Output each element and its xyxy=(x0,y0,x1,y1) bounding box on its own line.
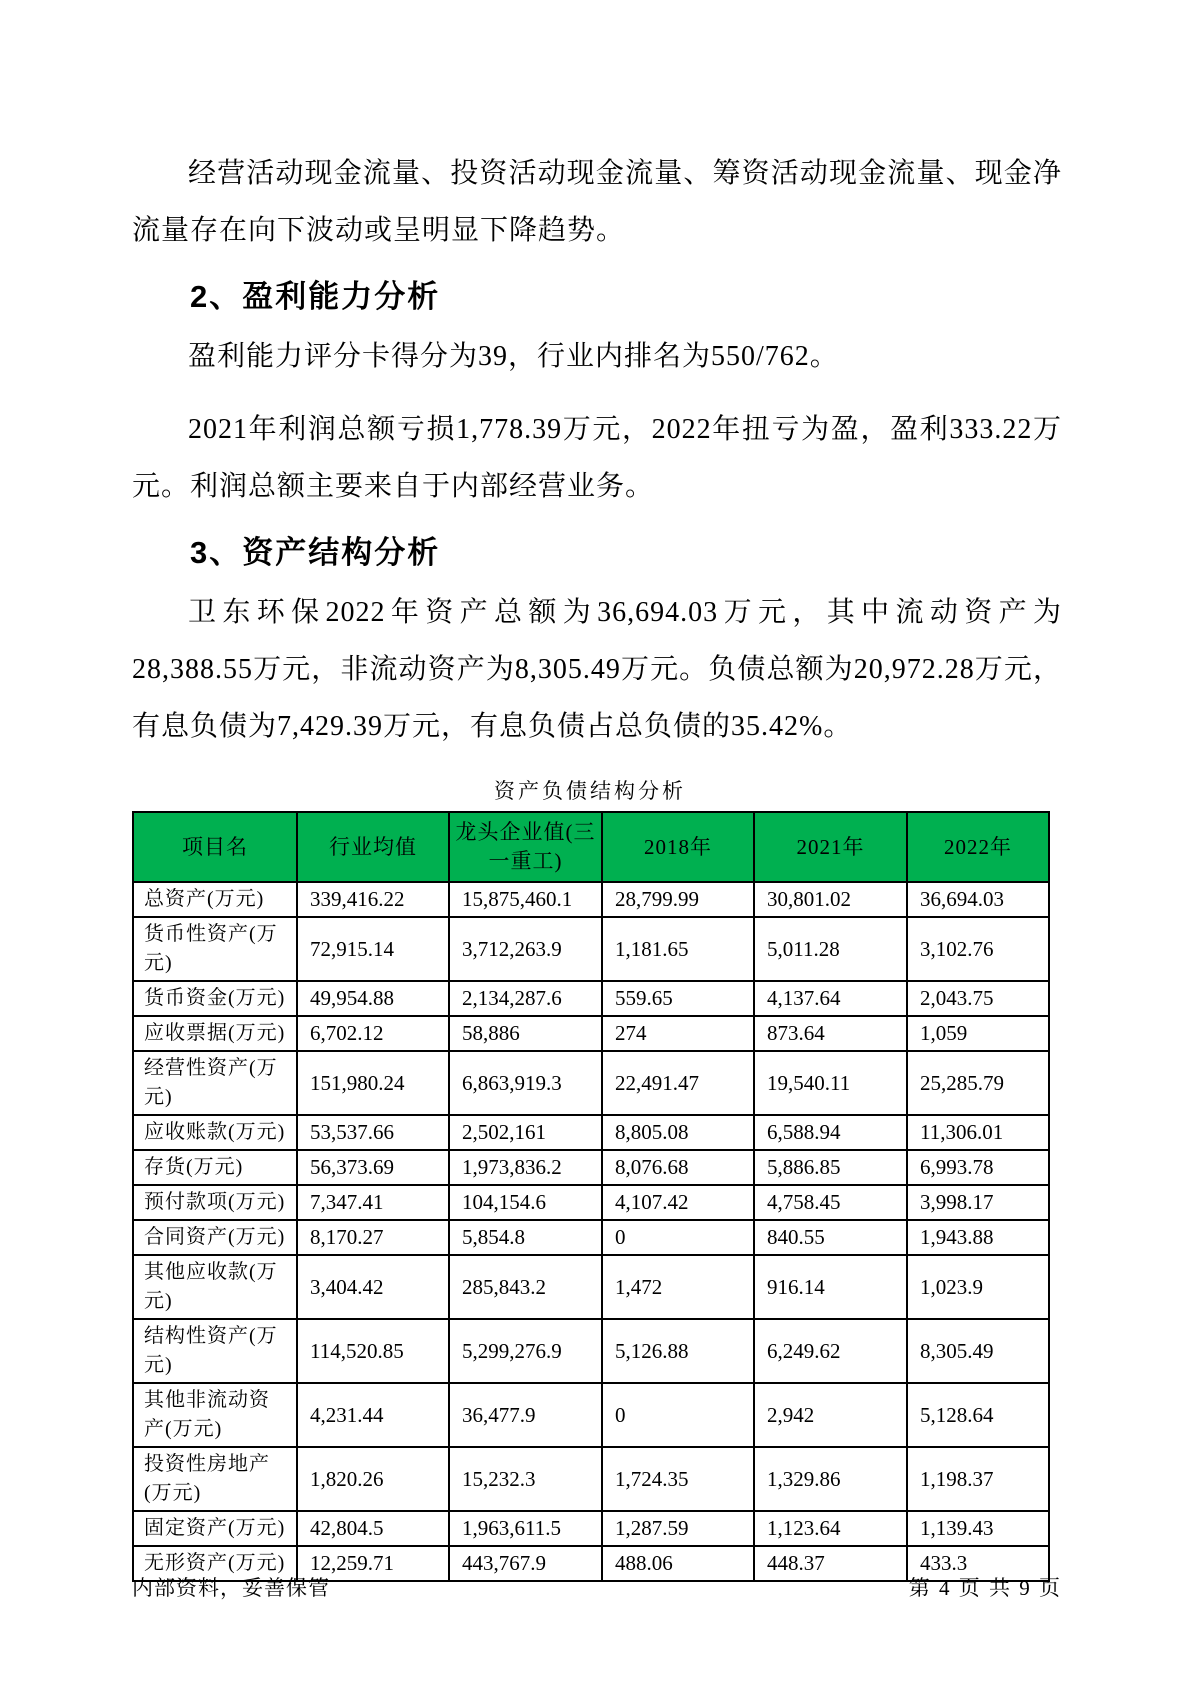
value-cell: 1,181.65 xyxy=(602,917,754,981)
value-cell: 4,758.45 xyxy=(754,1185,907,1220)
value-cell: 30,801.02 xyxy=(754,882,907,917)
value-cell: 56,373.69 xyxy=(297,1150,449,1185)
value-cell: 12,259.71 xyxy=(297,1546,449,1581)
value-cell: 2,502,161 xyxy=(449,1115,602,1150)
value-cell: 6,249.62 xyxy=(754,1319,907,1383)
value-cell: 3,712,263.9 xyxy=(449,917,602,981)
column-header: 2021年 xyxy=(754,812,907,882)
heading-asset-structure-analysis: 3、资产结构分析 xyxy=(190,535,441,570)
value-cell: 916.14 xyxy=(754,1255,907,1319)
table-row xyxy=(133,882,1049,917)
value-cell: 72,915.14 xyxy=(297,917,449,981)
row-label-cell: 存货(万元) xyxy=(133,1150,297,1185)
table-row xyxy=(133,1016,1049,1051)
value-cell: 1,139.43 xyxy=(907,1511,1049,1546)
table-row xyxy=(133,1319,1049,1383)
value-cell: 6,863,919.3 xyxy=(449,1051,602,1115)
value-cell: 8,805.08 xyxy=(602,1115,754,1150)
row-label-cell: 无形资产(万元) xyxy=(133,1546,297,1581)
value-cell: 443,767.9 xyxy=(449,1546,602,1581)
value-cell: 19,540.11 xyxy=(754,1051,907,1115)
table-row xyxy=(133,1511,1049,1546)
value-cell: 559.65 xyxy=(602,981,754,1016)
footer-confidential-note: 内部资料，妥善保管 xyxy=(132,1577,330,1600)
value-cell: 274 xyxy=(602,1016,754,1051)
value-cell: 5,886.85 xyxy=(754,1150,907,1185)
table-row xyxy=(133,1051,1049,1115)
value-cell: 8,076.68 xyxy=(602,1150,754,1185)
row-label-cell: 固定资产(万元) xyxy=(133,1511,297,1546)
table-caption: 资产负债结构分析 xyxy=(494,779,686,803)
value-cell: 3,998.17 xyxy=(907,1185,1049,1220)
value-cell: 5,011.28 xyxy=(754,917,907,981)
value-cell: 42,804.5 xyxy=(297,1511,449,1546)
value-cell: 6,993.78 xyxy=(907,1150,1049,1185)
value-cell: 488.06 xyxy=(602,1546,754,1581)
table-row xyxy=(133,1115,1049,1150)
value-cell: 49,954.88 xyxy=(297,981,449,1016)
value-cell: 15,232.3 xyxy=(449,1447,602,1511)
row-label-cell: 投资性房地产(万元) xyxy=(133,1447,297,1511)
row-label-cell: 其他应收款(万元) xyxy=(133,1255,297,1319)
value-cell: 5,126.88 xyxy=(602,1319,754,1383)
table-row xyxy=(133,917,1049,981)
value-cell: 1,287.59 xyxy=(602,1511,754,1546)
heading-profitability-analysis: 2、盈利能力分析 xyxy=(190,279,441,314)
value-cell: 8,305.49 xyxy=(907,1319,1049,1383)
value-cell: 433.3 xyxy=(907,1546,1049,1581)
table-body xyxy=(133,882,1049,1581)
value-cell: 36,477.9 xyxy=(449,1383,602,1447)
row-label-cell: 货币性资产(万元) xyxy=(133,917,297,981)
value-cell: 8,170.27 xyxy=(297,1220,449,1255)
footer-page-number: 第 4 页 共 9 页 xyxy=(908,1576,1062,1600)
value-cell: 1,329.86 xyxy=(754,1447,907,1511)
table-row xyxy=(133,1185,1049,1220)
value-cell: 25,285.79 xyxy=(907,1051,1049,1115)
asset-liability-table xyxy=(132,811,1050,1582)
value-cell: 6,588.94 xyxy=(754,1115,907,1150)
value-cell: 5,299,276.9 xyxy=(449,1319,602,1383)
paragraph-asset-structure: 卫东环保2022年资产总额为36,694.03万元，其中流动资产为28,388.55万元，非流动资产为8,305.49万元。负债总额为20,972.28万元，有息负债为7,429.39万元，有息负债占总负债的35.42%。 xyxy=(132,597,1062,742)
value-cell: 2,043.75 xyxy=(907,981,1049,1016)
row-label-cell: 其他非流动资产(万元) xyxy=(133,1383,297,1447)
value-cell: 28,799.99 xyxy=(602,882,754,917)
paragraph-profit-detail: 2021年利润总额亏损1,778.39万元，2022年扭亏为盈，盈利333.22万元。利润总额主要来自于内部经营业务。 xyxy=(132,414,1062,502)
row-label-cell: 总资产(万元) xyxy=(133,882,297,917)
value-cell: 4,107.42 xyxy=(602,1185,754,1220)
value-cell: 7,347.41 xyxy=(297,1185,449,1220)
value-cell: 2,942 xyxy=(754,1383,907,1447)
column-header: 行业均值 xyxy=(297,812,449,882)
value-cell: 1,472 xyxy=(602,1255,754,1319)
row-label-cell: 预付款项(万元) xyxy=(133,1185,297,1220)
value-cell: 53,537.66 xyxy=(297,1115,449,1150)
column-header: 龙头企业值(三一重工) xyxy=(449,812,602,882)
column-header: 2018年 xyxy=(602,812,754,882)
column-header: 2022年 xyxy=(907,812,1049,882)
value-cell: 36,694.03 xyxy=(907,882,1049,917)
table-row xyxy=(133,1255,1049,1319)
value-cell: 873.64 xyxy=(754,1016,907,1051)
table-row xyxy=(133,1220,1049,1255)
value-cell: 151,980.24 xyxy=(297,1051,449,1115)
table-row xyxy=(133,981,1049,1016)
value-cell: 3,102.76 xyxy=(907,917,1049,981)
table-row xyxy=(133,1447,1049,1511)
row-label-cell: 结构性资产(万元) xyxy=(133,1319,297,1383)
value-cell: 22,491.47 xyxy=(602,1051,754,1115)
row-label-cell: 合同资产(万元) xyxy=(133,1220,297,1255)
value-cell: 0 xyxy=(602,1383,754,1447)
value-cell: 2,134,287.6 xyxy=(449,981,602,1016)
value-cell: 5,854.8 xyxy=(449,1220,602,1255)
value-cell: 1,198.37 xyxy=(907,1447,1049,1511)
value-cell: 11,306.01 xyxy=(907,1115,1049,1150)
table-header-row xyxy=(133,812,1049,882)
table-row xyxy=(133,1150,1049,1185)
value-cell: 1,724.35 xyxy=(602,1447,754,1511)
value-cell: 1,059 xyxy=(907,1016,1049,1051)
value-cell: 4,231.44 xyxy=(297,1383,449,1447)
value-cell: 448.37 xyxy=(754,1546,907,1581)
value-cell: 1,943.88 xyxy=(907,1220,1049,1255)
value-cell: 1,123.64 xyxy=(754,1511,907,1546)
value-cell: 5,128.64 xyxy=(907,1383,1049,1447)
value-cell: 1,023.9 xyxy=(907,1255,1049,1319)
value-cell: 0 xyxy=(602,1220,754,1255)
value-cell: 3,404.42 xyxy=(297,1255,449,1319)
row-label-cell: 经营性资产(万元) xyxy=(133,1051,297,1115)
value-cell: 4,137.64 xyxy=(754,981,907,1016)
value-cell: 1,820.26 xyxy=(297,1447,449,1511)
value-cell: 6,702.12 xyxy=(297,1016,449,1051)
value-cell: 114,520.85 xyxy=(297,1319,449,1383)
row-label-cell: 应收账款(万元) xyxy=(133,1115,297,1150)
table-row xyxy=(133,1383,1049,1447)
value-cell: 104,154.6 xyxy=(449,1185,602,1220)
value-cell: 339,416.22 xyxy=(297,882,449,917)
value-cell: 285,843.2 xyxy=(449,1255,602,1319)
paragraph-profitability-score: 盈利能力评分卡得分为39，行业内排名为550/762。 xyxy=(188,341,839,372)
row-label-cell: 应收票据(万元) xyxy=(133,1016,297,1051)
row-label-cell: 货币资金(万元) xyxy=(133,981,297,1016)
column-header: 项目名 xyxy=(133,812,297,882)
value-cell: 840.55 xyxy=(754,1220,907,1255)
value-cell: 15,875,460.1 xyxy=(449,882,602,917)
value-cell: 58,886 xyxy=(449,1016,602,1051)
value-cell: 1,973,836.2 xyxy=(449,1150,602,1185)
value-cell: 1,963,611.5 xyxy=(449,1511,602,1546)
paragraph-cashflow: 经营活动现金流量、投资活动现金流量、筹资活动现金流量、现金净流量存在向下波动或呈明显下降趋势。 xyxy=(132,158,1062,246)
